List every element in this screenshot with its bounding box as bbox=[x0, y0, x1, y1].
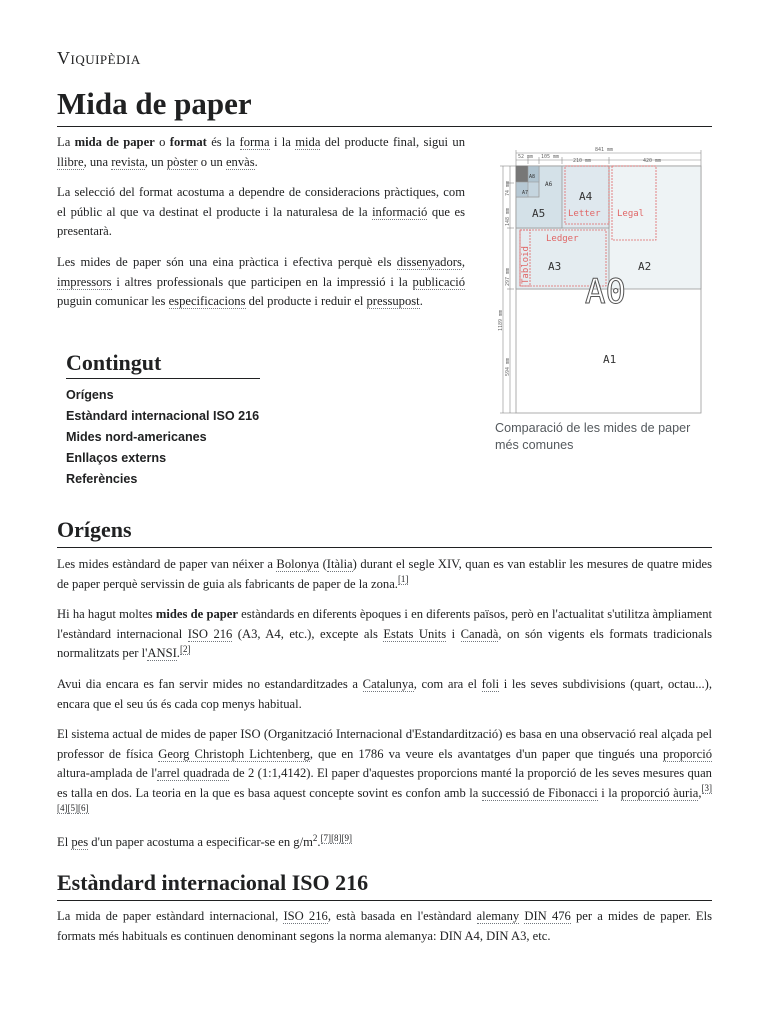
intro-paragraph-2: La selecció del format acostuma a dependre de consideracions pràctiques, com el públic al que va destinat el producte i la naturalesa de la informació que es presentarà. bbox=[57, 185, 465, 238]
label-a1: A1 bbox=[603, 353, 617, 366]
label-a8: A8 bbox=[529, 174, 536, 180]
page-title: Mida de paper bbox=[57, 84, 712, 127]
link-revista[interactable]: revista bbox=[111, 154, 145, 169]
reference-link[interactable]: [2] bbox=[179, 643, 191, 654]
label-a0: A0 bbox=[585, 272, 626, 312]
label-a5: A5 bbox=[532, 207, 546, 220]
link-impressors[interactable]: impressors bbox=[57, 274, 112, 289]
label-ledger: Ledger bbox=[546, 234, 579, 244]
toc-item-iso-216[interactable]: Estàndard internacional ISO 216 bbox=[66, 409, 260, 423]
link-alemany[interactable]: alemany bbox=[476, 909, 520, 923]
dim-label-52: 52 mm bbox=[518, 154, 534, 160]
table-of-contents bbox=[66, 350, 260, 490]
dim-label-210: 210 mm bbox=[573, 158, 592, 164]
dim-label-841: 841 mm bbox=[595, 147, 614, 153]
reference-link[interactable]: [8] bbox=[331, 832, 342, 843]
origens-paragraph-4: El sistema actual de mides de paper ISO (Organització Internacional d'Estandardització) es basa en una observació real alçada pel professor de física Georg Christoph Lichtenberg, que en 1786 va veure els avantatges d'un paper que tingués una proporció altura-amplada de l'arrel quadrada de 2 (1:1,4142). El paper d'aquestes proporcions manté la proporció de les seves mesures quan es talla en dos. La teoria en la que es basa aquest concepte sovint es confon amb la successió de Fibonacci i la proporció àuria,[3][4][5][6] bbox=[57, 727, 713, 813]
origens-paragraph-2: Hi ha hagut moltes mides de paper estàndards en diferents èpoques i en diferents països, però en l'actualitat s'utilitza àmpliament l'estàndard internacional ISO 216 (A3, A4, etc.), excepte als Estats Units i Canadà, on són vigents els formats tradicionals normalitzats per l'ANSI.[2] bbox=[57, 607, 713, 660]
link-iso-216[interactable]: ISO 216 bbox=[283, 909, 328, 923]
a8-sheet bbox=[516, 166, 528, 182]
origens-paragraph-3: Avui dia encara es fan servir mides no estandarditzades a Catalunya, com ara el foli i les seves subdivisions (quart, octau...), encara que el seu ús és cada cop menys habitual. bbox=[57, 677, 713, 711]
link-envas[interactable]: envàs bbox=[225, 154, 255, 169]
link-fibonacci[interactable]: successió de Fibonacci bbox=[481, 785, 598, 800]
figure-caption: Comparació de les mides de paper més comunes bbox=[495, 421, 691, 452]
reference-link[interactable]: [1] bbox=[397, 574, 409, 585]
reference-link[interactable]: [5] bbox=[67, 802, 78, 813]
intro-paragraph-3: Les mides de paper són una eina pràctica i efectiva perquè els dissenyadors, impressors i altres professionals que participen en la impressió i la publicació puguin comunicar les especificacions del producte i reduir el pressupost. bbox=[57, 255, 465, 308]
bold-term: mida de paper bbox=[74, 135, 155, 149]
label-a2: A2 bbox=[638, 260, 652, 273]
label-a7: A7 bbox=[522, 190, 529, 196]
link-proporcio-auria[interactable]: proporció àuria bbox=[620, 785, 699, 800]
link-din-476[interactable]: DIN 476 bbox=[524, 909, 571, 923]
label-a6: A6 bbox=[545, 181, 553, 188]
dim-label-1189: 1189 mm bbox=[498, 309, 504, 331]
dim-label-105: 105 mm bbox=[541, 154, 560, 160]
reference-link[interactable]: [9] bbox=[341, 832, 353, 843]
toc-item-enllacos-externs[interactable]: Enllaços externs bbox=[66, 451, 167, 465]
dim-label-594: 594 mm bbox=[505, 357, 511, 376]
bold-term: mides de paper bbox=[155, 607, 238, 621]
link-forma[interactable]: forma bbox=[239, 135, 270, 149]
dim-label-148: 148 mm bbox=[505, 207, 511, 226]
link-catalunya[interactable]: Catalunya bbox=[362, 677, 414, 691]
link-pes[interactable]: pes bbox=[71, 835, 89, 849]
dim-label-297: 297 mm bbox=[505, 267, 511, 286]
link-dissenyadors[interactable]: dissenyadors bbox=[396, 255, 462, 269]
label-a3: A3 bbox=[548, 260, 562, 273]
link-llibre[interactable]: llibre bbox=[57, 154, 84, 169]
iso-paragraph-1: La mida de paper estàndard internacional, ISO 216, està basada en l'estàndard alemany DIN 476 per a mides de paper. Els formats més habituals es continuen denominant segons la norma alemanya: DIN A4, DIN A3, etc. bbox=[57, 909, 712, 943]
link-publicacio[interactable]: publicació bbox=[412, 274, 465, 289]
link-italia[interactable]: Itàlia bbox=[326, 557, 353, 571]
section-heading-iso-216: Estàndard internacional ISO 216 bbox=[57, 869, 712, 901]
toc-item-mides-nord-americanes[interactable]: Mides nord-americanes bbox=[66, 430, 207, 444]
link-foli[interactable]: foli bbox=[481, 677, 500, 691]
bold-term: format bbox=[169, 135, 207, 149]
link-proporcio[interactable]: proporció bbox=[663, 746, 713, 761]
reference-link[interactable]: [3] bbox=[701, 783, 712, 794]
intro-paragraph-1: La mida de paper o format és la forma i la mida del producte final, sigui un llibre, una revista, un pòster o un envàs. bbox=[57, 135, 465, 169]
reference-link[interactable]: [4] bbox=[57, 802, 68, 813]
site-logo[interactable]: Viquipèdia bbox=[57, 48, 141, 68]
label-tabloid: Tabloid bbox=[521, 246, 531, 284]
label-letter: Letter bbox=[568, 209, 601, 219]
link-bolonya[interactable]: Bolonya bbox=[276, 557, 320, 571]
toc-item-origens[interactable]: Orígens bbox=[66, 388, 114, 402]
link-pressupost[interactable]: pressupost bbox=[366, 294, 420, 308]
label-legal: Legal bbox=[617, 209, 645, 219]
paper-sizes-figure[interactable] bbox=[495, 146, 711, 421]
origens-paragraph-5: El pes d'un paper acostuma a especificar-se en $g/m^2.[7][8][9]$ bbox=[57, 832, 353, 849]
toc-item-referencies[interactable]: Referències bbox=[66, 472, 138, 486]
link-mida[interactable]: mida bbox=[295, 135, 321, 149]
link-ansi[interactable]: ANSI bbox=[147, 646, 177, 660]
reference-link[interactable]: [6] bbox=[78, 802, 89, 813]
paper-sizes-diagram bbox=[495, 146, 711, 416]
link-informacio[interactable]: informació bbox=[372, 204, 428, 219]
link-arrel-quadrada[interactable]: arrel quadrada bbox=[156, 766, 230, 780]
dim-label-74: 74 mm bbox=[505, 180, 511, 196]
reference-link[interactable]: [7] bbox=[320, 832, 332, 843]
dim-label-420: 420 mm bbox=[643, 158, 662, 164]
link-lichtenberg[interactable]: Georg Christoph Lichtenberg bbox=[158, 746, 310, 761]
link-poster[interactable]: pòster bbox=[166, 154, 198, 169]
link-estats-units[interactable]: Estats Units bbox=[383, 626, 447, 641]
link-canada[interactable]: Canadà bbox=[460, 626, 499, 641]
label-a4: A4 bbox=[579, 190, 593, 203]
link-especificacions[interactable]: especificacions bbox=[168, 294, 246, 308]
origens-paragraph-1: Les mides estàndard de paper van néixer a Bolonya (Itàlia) durant el segle XIV, quan es van establir les mesures de quatre mides de paper perquè servissin de guia als fabricants de paper de la zona.[1] bbox=[57, 557, 712, 591]
toc-title: Contingut bbox=[66, 350, 260, 379]
link-iso-216[interactable]: ISO 216 bbox=[187, 626, 233, 641]
section-heading-origens: Orígens bbox=[57, 516, 712, 548]
